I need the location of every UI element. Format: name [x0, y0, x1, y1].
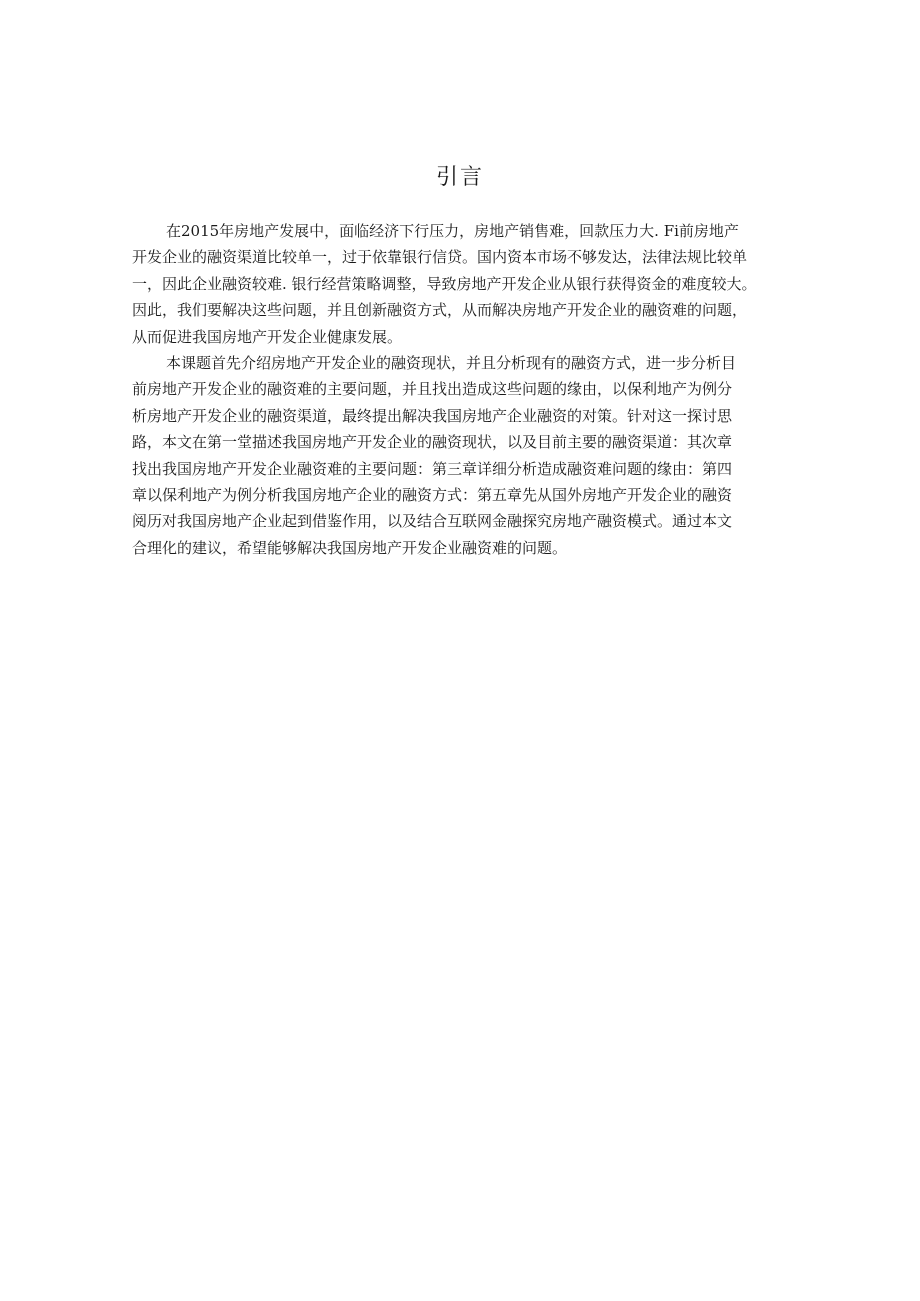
paragraph-2	[132, 350, 812, 561]
paragraph-line: 在2015年房地产发展中，面临经济下行压力，房地产销售难，回款压力大. Fi前房地产	[166, 222, 739, 240]
paragraph-line: 从而促进我国房地产开发企业健康发展。	[132, 327, 403, 346]
paragraph-line: 章以保利地产为例分析我国房地产企业的融资方式：第五章先从国外房地产开发企业的融资	[132, 485, 733, 504]
paragraph-line: 因此，我们要解决这些问题，并且创新融资方式，从而解决房地产开发企业的融资难的问题，	[132, 301, 748, 320]
document-body	[132, 218, 812, 561]
paragraph-line: 阅历对我国房地产企业起到借鉴作用，以及结合互联网金融探究房地产融资模式。通过本文	[132, 512, 733, 531]
paragraph-line: 找出我国房地产开发企业融资难的主要问题：第三章详细分析造成融资难问题的缘由：第四	[132, 459, 733, 478]
paragraph-1	[132, 218, 812, 350]
paragraph-line: 开发企业的融资渠道比较单一，过于依靠银行信贷。国内资本市场不够发达，法律法规比较单	[132, 248, 748, 267]
paragraph-line: 析房地产开发企业的融资渠道，最终提出解决我国房地产企业融资的对策。针对这一探讨思	[132, 406, 733, 425]
paragraph-line: 一，因此企业融资较难. 银行经营策略调整，导致房地产开发企业从银行获得资金的难度较大。	[132, 274, 757, 293]
paragraph-line: 路，本文在第一堂描述我国房地产开发企业的融资现状，以及目前主要的融资渠道：其次章	[132, 433, 733, 452]
page-title: 引言	[435, 165, 484, 190]
paragraph-line: 前房地产开发企业的融资难的主要问题，并且找出造成这些问题的缘由，以保利地产为例分	[132, 380, 733, 399]
paragraph-line: 合理化的建议，希望能够解决我国房地产开发企业融资难的问题。	[132, 538, 568, 557]
paragraph-line: 本课题首先介绍房地产开发企业的融资现状，并且分析现有的融资方式，进一步分析目	[166, 353, 737, 372]
